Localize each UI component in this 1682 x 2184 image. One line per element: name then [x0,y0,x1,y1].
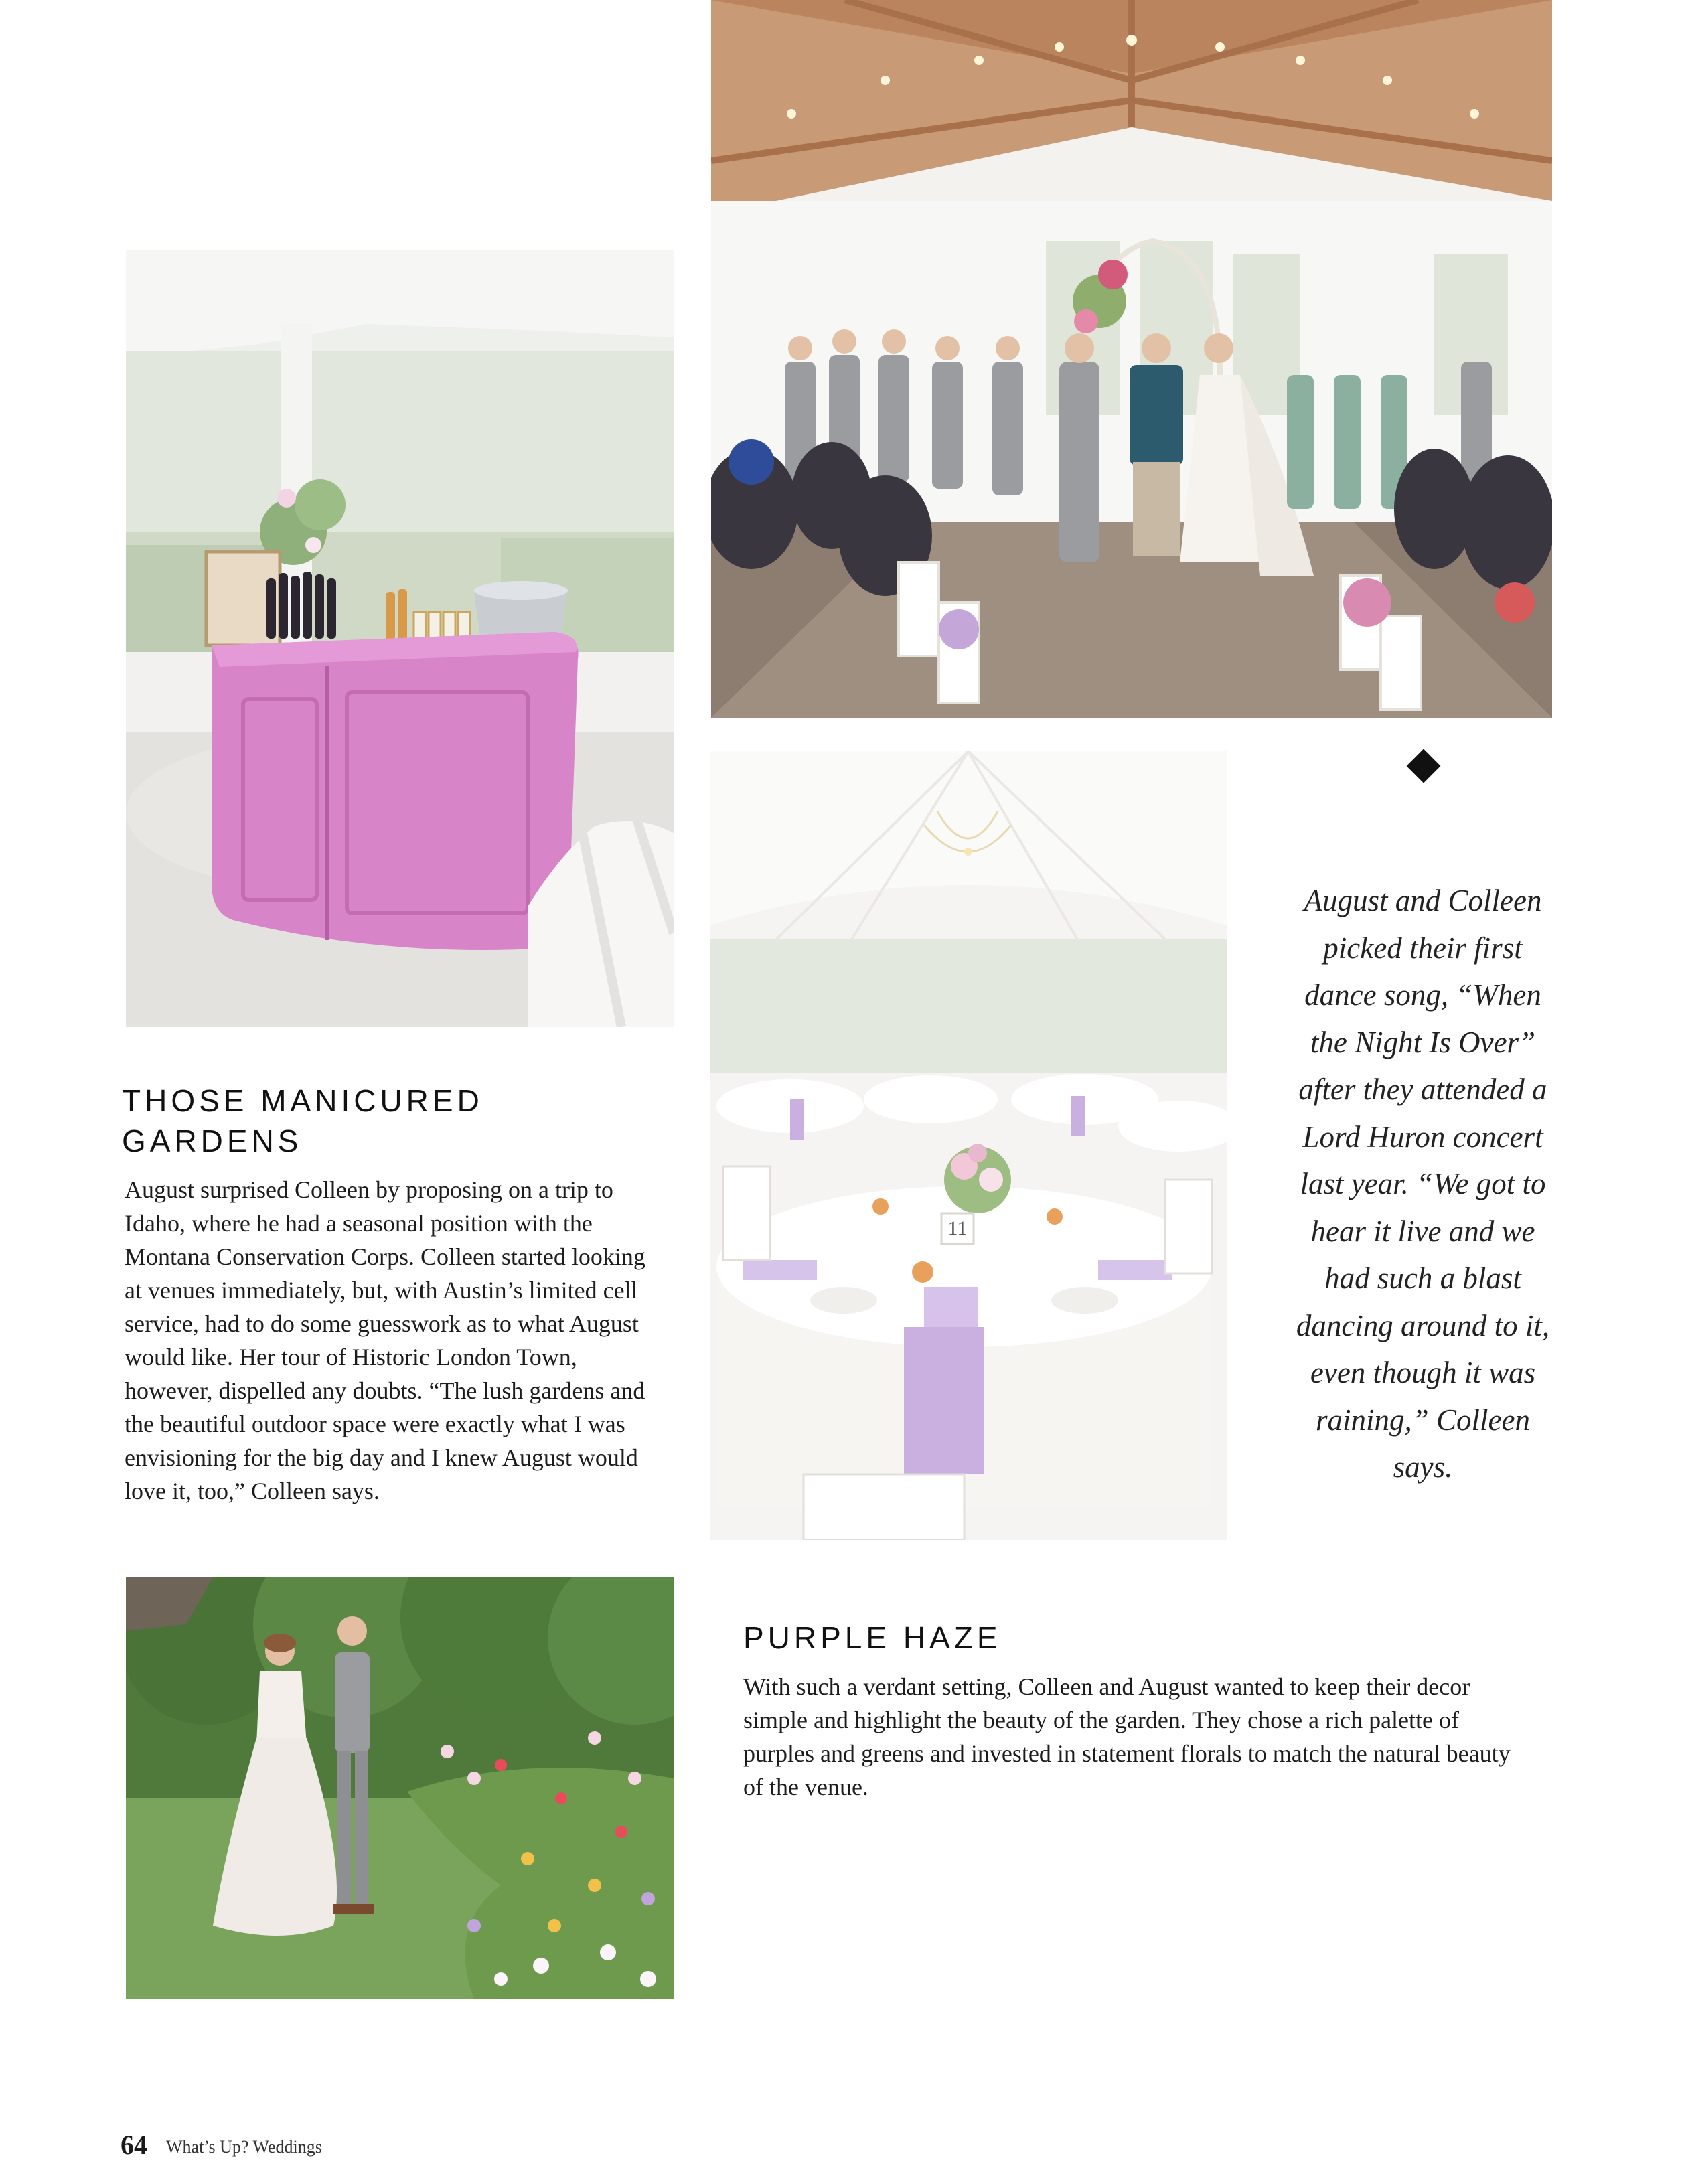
gardens-body-text: August surprised Colleen by proposing on a trip to Idaho, where he had a seasonal position with the Montana Conservation Corps. Colleen started looking at venues immediately, but, with Austin’s limited cell service, had to do some guesswork as to what August would like. Her tour of Historic London Town, however, dispelled any doubts. “The lush gardens and the beautiful outdoor space were exactly what I was envisioning for the big day and I knew August would love it, too,” Colleen says. [125,1176,645,1504]
section-heading-purple-haze: PURPLE HAZE [743,1620,1002,1655]
photo-ceremony [711,0,1552,718]
section-heading-gardens: THOSE MANICURED GARDENS [122,1083,483,1158]
photo-pink-bar [126,250,674,1027]
purple-haze-body-text: With such a verdant setting, Colleen and August wanted to keep their decor simple and highlight the beauty of the garden. They chose a rich palette of purples and greens and invested in statement florals to match the natural beauty of the venue. [743,1673,1511,1800]
photo-reception [710,751,1227,1540]
table-number: 11 [947,1217,968,1239]
publication-name: What’s Up? Weddings [166,2137,322,2157]
photo-couple-garden [126,1577,674,1999]
diamond-icon [1407,749,1441,783]
page-number: 64 [121,2130,147,2160]
pull-quote: August and Colleen picked their first dance song, “When the Night Is Over” after they attended a Lord Huron concert last year. “We got to hear it live and we had such a blast dancing around to it, even though it was raining,” Colleen says. [1296,884,1550,1484]
